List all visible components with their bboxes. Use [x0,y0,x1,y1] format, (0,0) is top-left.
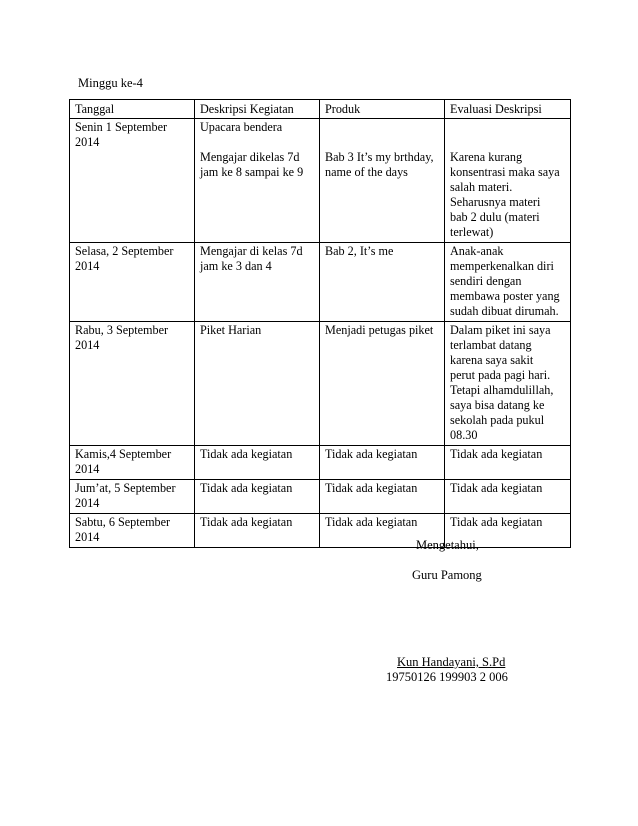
cell-line: Tidak ada kegiatan [325,447,418,461]
date-cell [70,446,195,480]
date-cell [70,514,195,548]
cell-line: Bab 2, It’s me [325,244,394,258]
activity-cell [195,514,320,548]
cell-line: perut pada pagi hari. [450,368,551,382]
cell-line: Tidak ada kegiatan [450,447,543,461]
product-cell [320,322,445,446]
cell-line: sekolah pada pukul [450,413,545,427]
cell-line: Tidak ada kegiatan [325,481,418,495]
cell-line: Bab 3 It’s my brthday, [325,150,434,164]
header-produk: Produk [320,100,445,119]
cell-line: Anak-anak [450,244,504,258]
activity-table [69,99,571,548]
table-row [70,514,571,548]
product-cell [320,480,445,514]
cell-line: terlewat) [450,225,494,239]
date-cell [70,480,195,514]
cell-line: Piket Harian [200,323,262,337]
header-deskripsi-kegiatan: Deskripsi Kegiatan [195,100,320,119]
date-cell [70,119,195,243]
header-tanggal: Tanggal [70,100,195,119]
cell-line [325,120,439,135]
cell-line: 2014 [75,259,100,273]
evaluation-cell [445,322,571,446]
cell-line: Tidak ada kegiatan [450,481,543,495]
cell-line: Tetapi alhamdulillah, [450,383,554,397]
cell-line [450,120,565,135]
date-cell [70,243,195,322]
activity-cell [195,446,320,480]
cell-line: konsentrasi maka saya [450,165,560,179]
cell-line: Menjadi petugas piket [325,323,434,337]
cell-line: 08.30 [450,428,478,442]
cell-line: 2014 [75,338,100,352]
cell-line: jam ke 3 dan 4 [200,259,272,273]
cell-line: Selasa, 2 September [75,244,174,258]
cell-line: memperkenalkan diri [450,259,554,273]
cell-line: membawa poster yang [450,289,560,303]
cell-line: Upacara bendera [200,120,283,134]
product-cell [320,446,445,480]
cell-line: Tidak ada kegiatan [325,515,418,529]
cell-line: 2014 [75,135,100,149]
cell-line: Rabu, 3 September [75,323,169,337]
signer-name: Kun Handayani, S.Pd [397,655,506,669]
date-cell [70,322,195,446]
evaluation-cell [445,243,571,322]
cell-line: Kamis,4 September [75,447,172,461]
cell-line: name of the days [325,165,408,179]
cell-line: saya bisa datang ke [450,398,545,412]
cell-line: sudah dibuat dirumah. [450,304,559,318]
activity-cell [195,480,320,514]
evaluation-cell [445,119,571,243]
cell-line [200,135,314,150]
cell-line: 2014 [75,530,100,544]
cell-line: Tidak ada kegiatan [450,515,543,529]
week-heading: Minggu ke-4 [78,76,143,90]
cell-line [450,135,565,150]
cell-line: bab 2 dulu (materi [450,210,540,224]
signer-role: Guru Pamong [412,568,482,582]
cell-line: terlambat datang [450,338,532,352]
cell-line: Tidak ada kegiatan [200,515,293,529]
table-row [70,322,571,446]
evaluation-cell [445,446,571,480]
activity-cell [195,243,320,322]
cell-line: sendiri dengan [450,274,522,288]
cell-line: Sabtu, 6 September [75,515,171,529]
cell-line: Dalam piket ini saya [450,323,551,337]
signer-nip: 19750126 199903 2 006 [386,670,508,684]
cell-line: Jum’at, 5 September [75,481,176,495]
product-cell [320,119,445,243]
cell-line [325,135,439,150]
activity-cell [195,322,320,446]
evaluation-cell [445,480,571,514]
header-evaluasi-deskripsi: Evaluasi Deskripsi [445,100,571,119]
table-row [70,446,571,480]
acknowledged-label: Mengetahui, [416,538,479,552]
product-cell [320,243,445,322]
cell-line: Karena kurang [450,150,523,164]
cell-line: Tidak ada kegiatan [200,447,293,461]
cell-line: Mengajar dikelas 7d [200,150,300,164]
activity-cell [195,119,320,243]
table-header-row [70,100,571,119]
cell-line: Senin 1 September [75,120,168,134]
cell-line: Mengajar di kelas 7d [200,244,303,258]
cell-line: salah materi. [450,180,513,194]
table-row [70,480,571,514]
cell-line: Seharusnya materi [450,195,541,209]
table-row [70,119,571,243]
cell-line: 2014 [75,462,100,476]
cell-line: Tidak ada kegiatan [200,481,293,495]
cell-line: karena saya sakit [450,353,534,367]
cell-line: 2014 [75,496,100,510]
cell-line: jam ke 8 sampai ke 9 [200,165,304,179]
table-row [70,243,571,322]
